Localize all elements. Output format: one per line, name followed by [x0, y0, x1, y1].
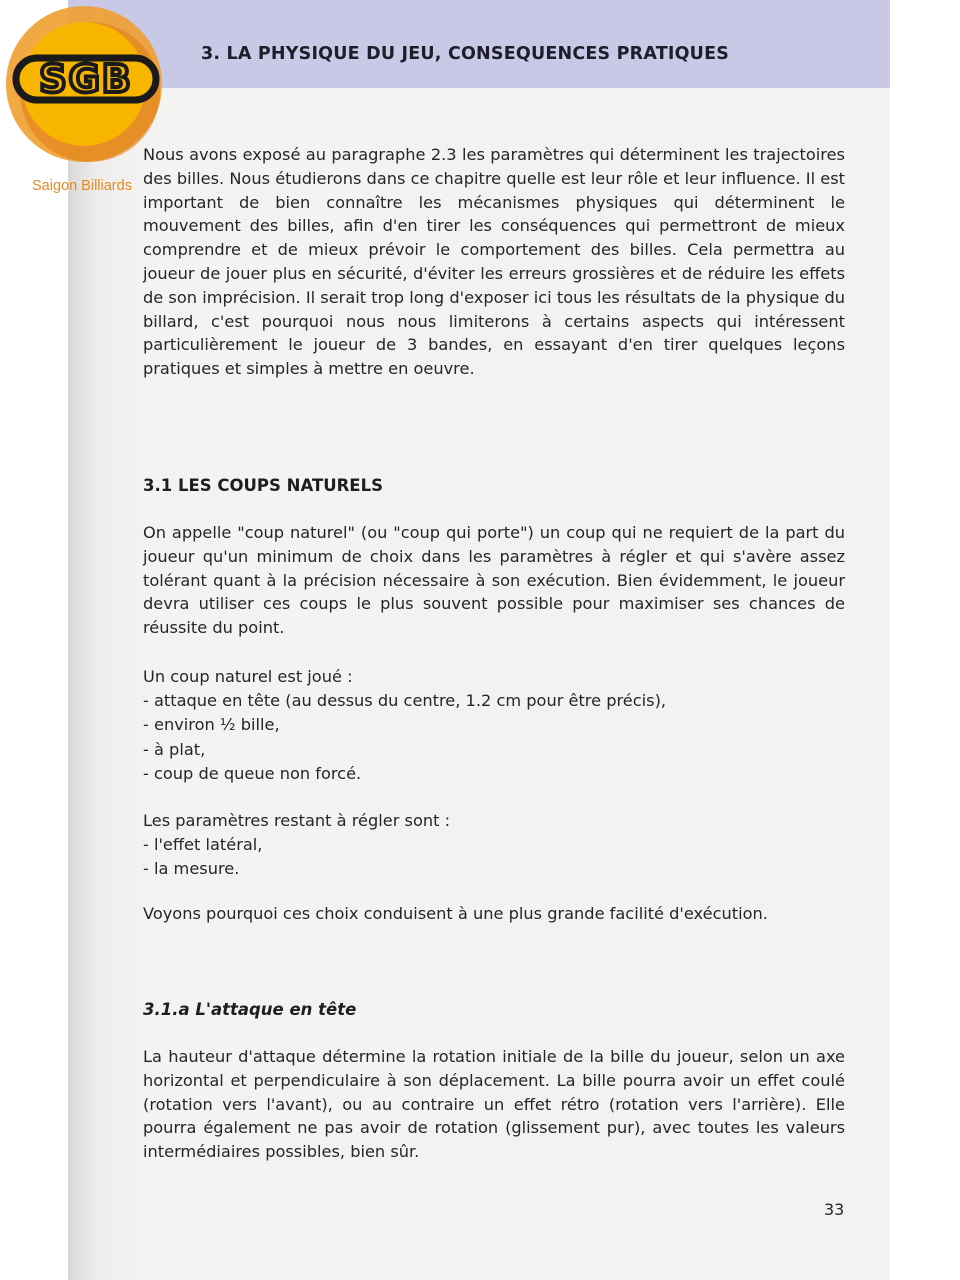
saigon-billiards-logo: [4, 4, 168, 168]
list-line: - l'effet latéral,: [143, 835, 263, 855]
list-line: - attaque en tête (au dessus du centre, 1.2 cm pour être précis),: [143, 691, 667, 711]
section-3-1-a-paragraph: La hauteur d'attaque détermine la rotation initiale de la bille du joueur, selon un axe horizontal et perpendiculaire à son déplacement. La bille pourra avoir un effet coulé (rotation vers l'avant), ou au contraire un effet rétro (rotation vers l'arrière). Elle pourra également ne pas avoir de rotation (glissement pur), avec toutes les valeurs intermédiaires possibles, bien sûr.: [143, 1047, 845, 1162]
book-page: [68, 0, 890, 1280]
intro-paragraph: Nous avons exposé au paragraphe 2.3 les paramètres qui déterminent les trajectoires des billes. Nous étudierons dans ce chapitre quelle est leur rôle et leur influence. Il est important de bien connaître les mécanismes physiques qui déterminent le mouvement des billes, afin d'en tirer les conséquences qui permettront de mieux comprendre et de mieux prévoir le comportement des billes. Cela permettra au joueur de jouer plus en sécurité, d'éviter les erreurs grossières et de réduire les effets de son imprécision. Il serait trop long d'exposer ici tous les résultats de la physique du billard, c'est pourquoi nous nous limiterons à certains aspects qui intéressent particulièrement le joueur de 3 bandes, en essayant d'en tirer quelques leçons pratiques et simples à mettre en oeuvre.: [143, 145, 845, 379]
chapter-title: 3. LA PHYSIQUE DU JEU, CONSEQUENCES PRATIQUES: [201, 44, 730, 64]
section-3-1-paragraph: On appelle "coup naturel" (ou "coup qui porte") un coup qui ne requiert de la part du joueur qu'un minimum de choix dans les paramètres à régler et qui s'avère assez tolérant quant à la précision nécessaire à son exécution. Bien évidemment, le joueur devra utiliser ces coups le plus souvent possible pour maximiser ses chances de réussite du point.: [143, 523, 845, 638]
list-line: Un coup naturel est joué :: [143, 667, 353, 686]
list-line: - coup de queue non forcé.: [143, 763, 362, 783]
list-line: - environ ½ bille,: [143, 715, 280, 735]
section-heading-3-1: 3.1 LES COUPS NATURELS: [143, 476, 383, 495]
list-line: - la mesure.: [143, 859, 240, 879]
subsection-heading-3-1-a: 3.1.a L'attaque en tête: [143, 1000, 357, 1019]
logo-caption: Saigon Billiards: [32, 178, 132, 194]
list-line: Les paramètres restant à régler sont :: [143, 811, 451, 830]
page-number: 33: [824, 1200, 845, 1219]
remaining-params-list: [143, 809, 845, 882]
natural-shot-list: [143, 665, 845, 786]
section-3-1-closing-paragraph: Voyons pourquoi ces choix conduisent à une plus grande facilité d'exécution.: [143, 904, 768, 923]
list-line: - à plat,: [143, 739, 206, 759]
svg-text:SGB: SGB: [39, 57, 133, 101]
